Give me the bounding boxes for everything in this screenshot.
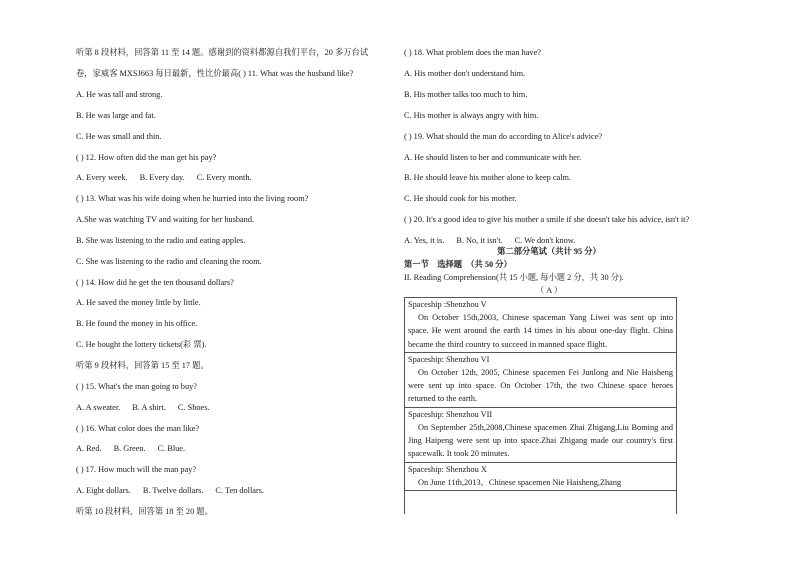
line-text: C. Shoes.	[177, 403, 210, 412]
question-line	[76, 443, 185, 454]
line-text: C. His mother is always angry with him.	[404, 111, 539, 120]
line-text: A. He saved the money little by little.	[76, 298, 201, 307]
line-text: B. No, it isn't.	[456, 236, 503, 245]
line-text: A.She was watching TV and waiting for her husband.	[76, 215, 255, 224]
question-line	[76, 152, 216, 163]
passage-label: （ A ）	[535, 286, 563, 295]
table-row	[405, 463, 676, 491]
line-text: ( ) 13. What was his wife doing when he hurried into the living room?	[76, 194, 309, 203]
question-line	[404, 47, 541, 58]
question-line	[404, 235, 575, 246]
line-text: C. He should cook for his mother.	[404, 194, 517, 203]
line-text: 听第 8 段材料，回答第 11 至 14 题。感谢到的资料都源自我们平台，20 多万台试	[76, 48, 369, 57]
line-text: 听第 10 段材料，回答第 18 至 20 题。	[76, 507, 213, 516]
line-text: C. We don't know.	[514, 236, 576, 245]
question-line	[76, 506, 213, 517]
spaceship-description: On June 11th,2013，Chinese spacemen Nie Haisheng,Zhang	[418, 477, 622, 487]
question-line	[404, 110, 538, 121]
spaceship-description: On October 15th,2003, Chinese spaceman Yang Liwei was sent up into space. He went around the earth 14 times in his about one-day flight. China became the third country to succeed in manned space flight.	[408, 313, 673, 349]
question-line	[76, 214, 254, 225]
question-line	[76, 277, 234, 288]
question-line	[404, 214, 689, 225]
line-text: B. Twelve dollars.	[142, 486, 204, 495]
question-line	[76, 256, 262, 267]
line-text: C. Every month.	[196, 173, 252, 182]
question-line	[76, 89, 162, 100]
line-text: ( ) 16. What color does the man like?	[76, 424, 200, 433]
spaceship-passage-table	[404, 297, 677, 514]
question-line	[404, 172, 571, 183]
line-text: A. He was tall and strong.	[76, 90, 163, 99]
line-text: ( ) 18. What problem does the man have?	[404, 48, 541, 57]
spaceship-name: Spaceship: Shenzhou VI	[408, 354, 490, 364]
line-text: B. Every day.	[139, 173, 185, 182]
question-line	[404, 131, 602, 142]
question-line	[76, 131, 162, 142]
line-text: A. His mother don't understand him.	[404, 69, 526, 78]
question-line	[76, 297, 201, 308]
question-line	[76, 68, 353, 79]
question-line	[76, 360, 209, 371]
line-text: ( ) 15. What's the man going to buy?	[76, 382, 197, 391]
table-row	[405, 298, 676, 353]
line-text: B. She was listening to the radio and eating apples.	[76, 236, 246, 245]
question-line	[76, 464, 196, 475]
line-text: C. She was listening to the radio and cleaning the room.	[76, 257, 262, 266]
question-line	[76, 172, 252, 183]
question-line	[76, 381, 197, 392]
line-text: C. Blue.	[157, 444, 186, 453]
line-text: ( ) 17. How much will the man pay?	[76, 465, 197, 474]
line-text: A. A sweater.	[76, 403, 121, 412]
question-line	[76, 235, 245, 246]
line-text: A. Yes, it is.	[404, 236, 445, 245]
line-text: B. He should leave his mother alone to keep calm.	[404, 173, 572, 182]
spaceship-description: On September 25th,2008,Chinese spacemen Zhai Zhigang,Liu Boming and Jing Haipeng were sent up into space.Zhai Zhigang made our country's first spacewalk. It took 20 minutes.	[408, 422, 673, 459]
question-line	[76, 402, 210, 413]
table-row	[405, 408, 676, 463]
reading-instruction: II. Reading Comprehension(共 15 小题, 每小题 2 分，共 30 分).	[404, 273, 624, 282]
table-row	[405, 353, 676, 408]
line-text: ( ) 19. What should the man do according to Alice's advice?	[404, 132, 603, 141]
spaceship-description: On October 12th, 2005, Chinese spacemen Fei Junlong and Nie Haisheng were sent up into space. On October 17th, the two Chinese space heroes returned to the earth.	[408, 367, 673, 404]
question-line	[404, 89, 527, 100]
line-text: ( ) 20. It's a good idea to give his mother a smile if she doesn't take his advice, isn't it?	[404, 215, 690, 224]
question-line	[76, 47, 368, 58]
line-text: 听第 9 段材料，回答第 15 至 17 题。	[76, 361, 209, 370]
line-text: ( ) 14. How did he get the ten thousand dollars?	[76, 278, 234, 287]
question-line	[76, 110, 156, 121]
line-text: A. Every week.	[76, 173, 128, 182]
line-text: B. Green.	[113, 444, 146, 453]
line-text: B. A shirt.	[132, 403, 166, 412]
line-text: B. He found the money in his office.	[76, 319, 198, 328]
question-line	[76, 193, 308, 204]
spaceship-name: Spaceship: Shenzhou VII	[408, 409, 493, 419]
line-text: C. He bought the lottery tickets(彩 票).	[76, 340, 207, 349]
part-two-heading: 第二部分笔试（共计 95 分）	[497, 247, 601, 256]
line-text: ( ) 12. How often did the man get his pay?	[76, 153, 217, 162]
line-text: 卷，家威客 MXSJ663 每日最新，性比价最高( ) 11. What was the husband like?	[76, 69, 354, 78]
question-line	[404, 193, 516, 204]
line-text: C. He was small and thin.	[76, 132, 162, 141]
question-line	[76, 485, 264, 496]
line-text: A. He should listen to her and communicate with her.	[404, 153, 582, 162]
line-text: A. Red.	[76, 444, 102, 453]
section-one-heading: 第一节 选择题 （共 50 分）	[404, 260, 512, 269]
line-text: B. He was large and fat.	[76, 111, 156, 120]
line-text: C. Ten dollars.	[215, 486, 265, 495]
question-line	[76, 318, 197, 329]
line-text: B. His mother talks too much to him.	[404, 90, 528, 99]
question-line	[76, 423, 199, 434]
question-line	[404, 68, 525, 79]
spaceship-name: Spaceship :Shenzhou V	[408, 300, 487, 309]
line-text: A. Eight dollars.	[76, 486, 131, 495]
question-line	[76, 339, 206, 350]
spaceship-name: Spaceship: Shenzhou X	[408, 464, 487, 474]
question-line	[404, 152, 581, 163]
